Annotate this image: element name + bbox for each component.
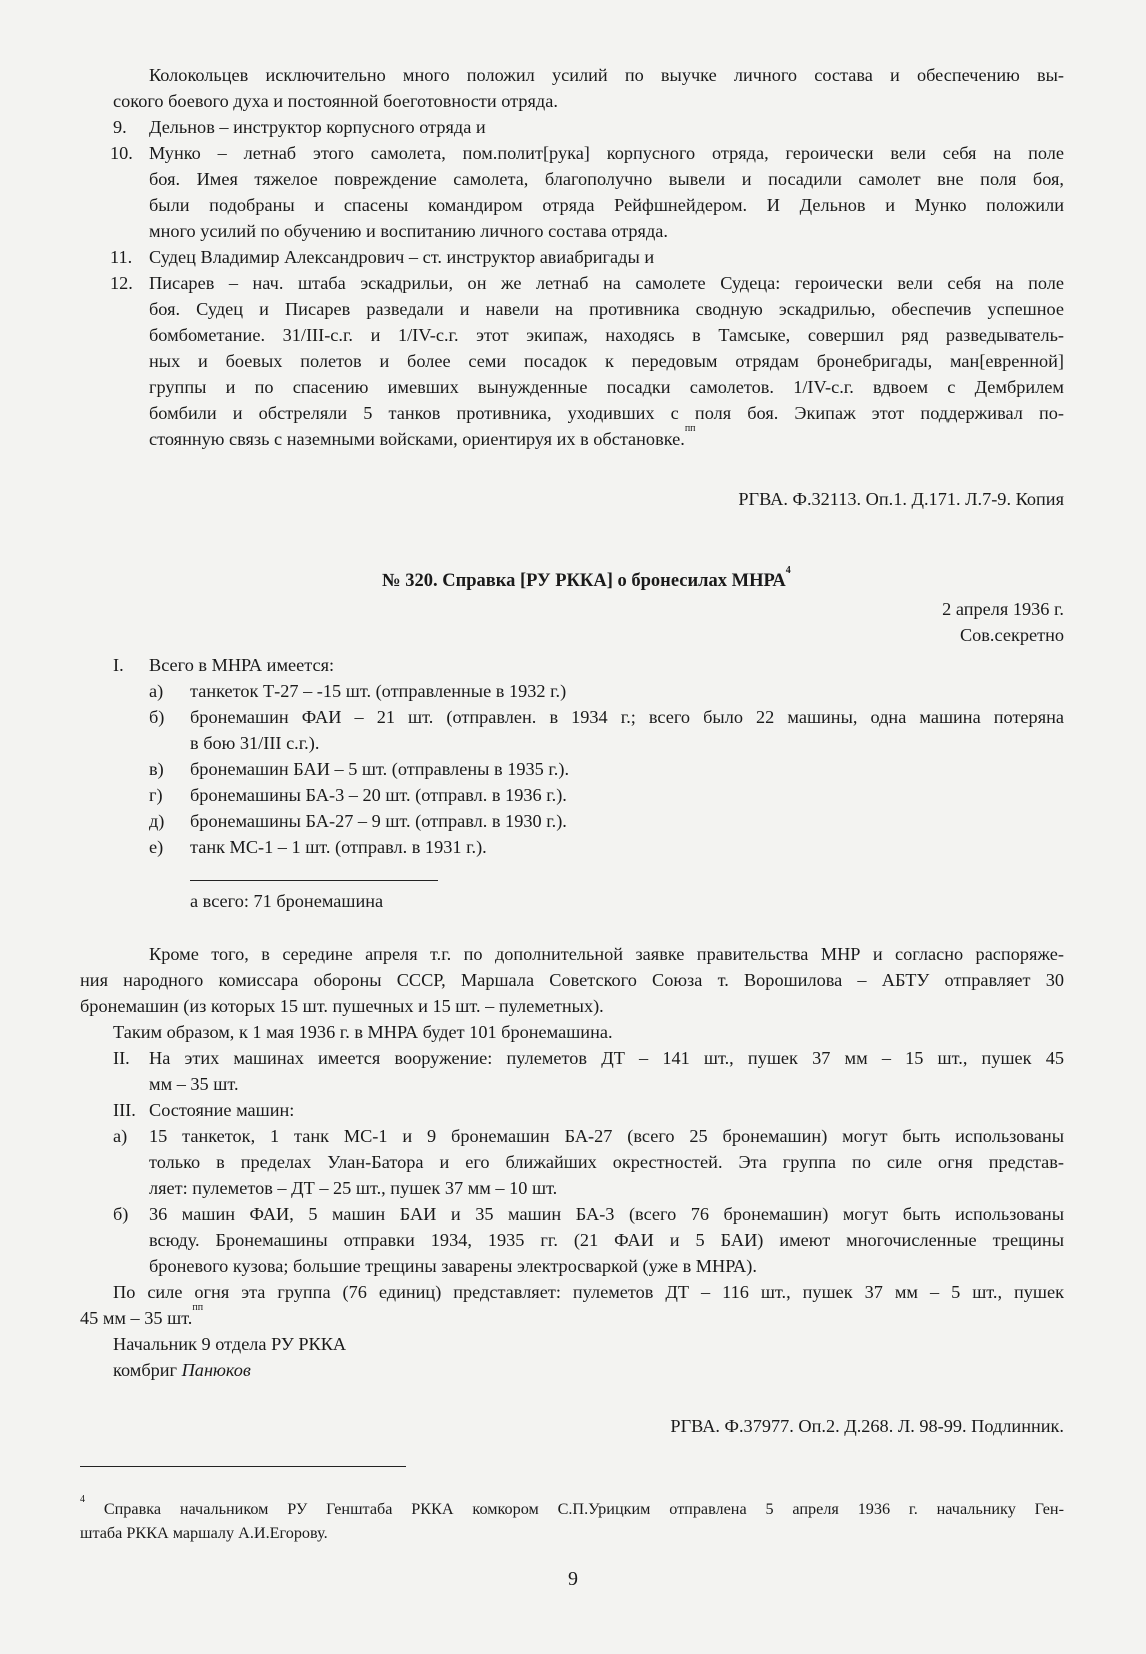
document-heading [382,565,791,594]
item-text: бронемашины БА-3 – 20 шт. (отправл. в 1936 г.). [190,785,567,805]
text-line: броневого кузова; большие трещины заварены электросваркой (уже в МНРА). [149,1256,757,1276]
text-line: ляет: пулеметов – ДТ – 25 шт., пушек 37 мм – 10 шт. [149,1178,558,1198]
text-line: бронемашин (из которых 15 шт. пушечных и 15 шт. – пулеметных). [80,996,604,1016]
item-mark: а) [113,1126,128,1146]
classification-stamp: Сов.секретно [959,625,1064,645]
signatory-title: Начальник 9 отдела РУ РККА [113,1334,347,1354]
footnote-ref: 4 [785,565,791,576]
total-rule [190,880,438,881]
text-span: стоянную связь с наземными войсками, ориентируя их в обстановке. [149,429,685,449]
text-line: ния народного комиссара обороны СССР, Маршала Советского Союза т. Ворошилова – АБТУ отправляет 30 [80,970,1064,990]
text-line: бомбили и обстреляли 5 танков противника, уходивших с поля боя. Экипаж этот поддерживал по- [149,403,1064,423]
text-line: Колокольцев исключительно много положил усилий по выучке личного состава и обеспечению вы- [149,65,1064,85]
text-line: 36 машин ФАИ, 5 машин БАИ и 35 машин БА-3 (всего 76 бронемашин) могут быть использованы [149,1204,1064,1224]
note-mark: пп [192,1302,204,1313]
text-line: Таким образом, к 1 мая 1936 г. в МНРА будет 101 бронемашина. [113,1022,613,1042]
section-number: III. [113,1100,136,1120]
item-text: танк МС-1 – 1 шт. (отправл. в 1931 г.). [190,837,487,857]
item-text: в бою 31/III с.г.). [190,733,320,753]
text-line [80,1302,204,1331]
section-number: I. [113,655,124,675]
text-span: 45 мм – 35 шт. [80,1308,193,1328]
list-number: 10. [110,143,133,163]
text-line: всюду. Бронемашины отправки 1934, 1935 гг. (21 ФАИ и 5 БАИ) имеют многочисленные трещины [149,1230,1064,1250]
note-mark: пп [684,423,696,434]
section-title: Состояние машин: [149,1100,295,1120]
item-mark: б) [149,707,165,727]
signatory [113,1357,251,1383]
text-line: боя. Судец и Писарев разведали и навели на противника сводную эскадрилью, обеспечив успешное [149,299,1064,319]
text-line: Кроме того, в середине апреля т.г. по дополнительной заявке правительства МНР и согласно распоряже- [149,944,1064,964]
footnote-line: штаба РККА маршалу А.И.Егорову. [80,1524,328,1542]
item-mark: д) [149,811,165,831]
footnote-line [80,1494,1064,1521]
footnote-mark: 4 [80,1494,85,1505]
text-line: много усилий по обучению и воспитанию личного состава отряда. [149,221,668,241]
signatory-name: Панюков [181,1360,251,1380]
text-line: Писарев – нач. штаба эскадрильи, он же летнаб на самолете Судеца: героически вели себя на поле [149,273,1064,293]
archive-source: РГВА. Ф.37977. Оп.2. Д.268. Л. 98-99. Подлинник. [670,1416,1064,1436]
text-line: только в пределах Улан-Батора и его ближайших окрестностей. Эта группа по силе огня представ- [149,1152,1064,1172]
page-number: 9 [568,1568,578,1590]
list-number: 9. [113,117,127,137]
section-title: Всего в МНРА имеется: [149,655,335,675]
archive-source: РГВА. Ф.32113. Оп.1. Д.171. Л.7-9. Копия [738,489,1064,509]
heading-text: № 320. Справка [РУ РККА] о бронесилах МНРА [382,571,786,591]
text-line: По силе огня эта группа (76 единиц) представляет: пулеметов ДТ – 116 шт., пушек 37 мм – 5 шт., пушек [113,1282,1064,1302]
text-line: группы и по спасению имевших вынужденные посадки самолетов. 1/IV-с.г. вдвоем с Дембрилем [149,377,1064,397]
item-text: бронемашин БАИ – 5 шт. (отправлены в 1935 г.). [190,759,570,779]
total-line: а всего: 71 бронемашина [190,891,384,911]
item-text: бронемашины БА-27 – 9 шт. (отправл. в 1930 г.). [190,811,567,831]
text-line: Мунко – летнаб этого самолета, пом.полит[рука] корпусного отряда, героически вели себя на поле [149,143,1064,163]
section-number: II. [113,1048,130,1068]
text-line: мм – 35 шт. [149,1074,239,1094]
signatory-rank: комбриг [113,1360,182,1380]
footnote-rule [80,1466,406,1467]
item-mark: г) [149,785,163,805]
footnote-text: Справка начальником РУ Генштаба РККА комкором С.П.Урицким отправлена 5 апреля 1936 г. начальнику Ген- [85,1500,1064,1518]
list-number: 11. [110,247,133,267]
text-line: На этих машинах имеется вооружение: пулеметов ДТ – 141 шт., пушек 37 мм – 15 шт., пушек 45 [149,1048,1064,1068]
item-mark: б) [113,1204,129,1224]
item-mark: а) [149,681,164,701]
text-line: были подобраны и спасены командиром отряда Рейфшнейдером. И Дельнов и Мунко положили [149,195,1064,215]
text-line: ных и боевых полетов и более семи посадок к передовым отрядам бронебригады, ман[евренной] [149,351,1064,371]
text-line: бомбометание. 31/III-с.г. и 1/IV-с.г. этот экипаж, находясь в Тамсыке, совершил ряд разведыватель- [149,325,1064,345]
item-mark: е) [149,837,164,857]
item-text: танкеток Т-27 – -15 шт. (отправленные в 1932 г.) [190,681,567,701]
text-line: 15 танкеток, 1 танк МС-1 и 9 бронемашин БА-27 (всего 25 бронемашин) могут быть использованы [149,1126,1064,1146]
text-line: Судец Владимир Александрович – ст. инструктор авиабригады и [149,247,655,267]
item-text: бронемашин ФАИ – 21 шт. (отправлен. в 1934 г.; всего было 22 машины, одна машина потеряна [190,707,1064,727]
text-line: боя. Имея тяжелое повреждение самолета, благополучно вывели и посадили самолет вне поля боя, [149,169,1064,189]
text-line: сокого боевого духа и постоянной боеготовности отряда. [113,91,558,111]
item-mark: в) [149,759,164,779]
text-line [149,423,696,452]
document-date: 2 апреля 1936 г. [942,599,1064,619]
list-number: 12. [110,273,133,293]
text-line: Дельнов – инструктор корпусного отряда и [149,117,486,137]
